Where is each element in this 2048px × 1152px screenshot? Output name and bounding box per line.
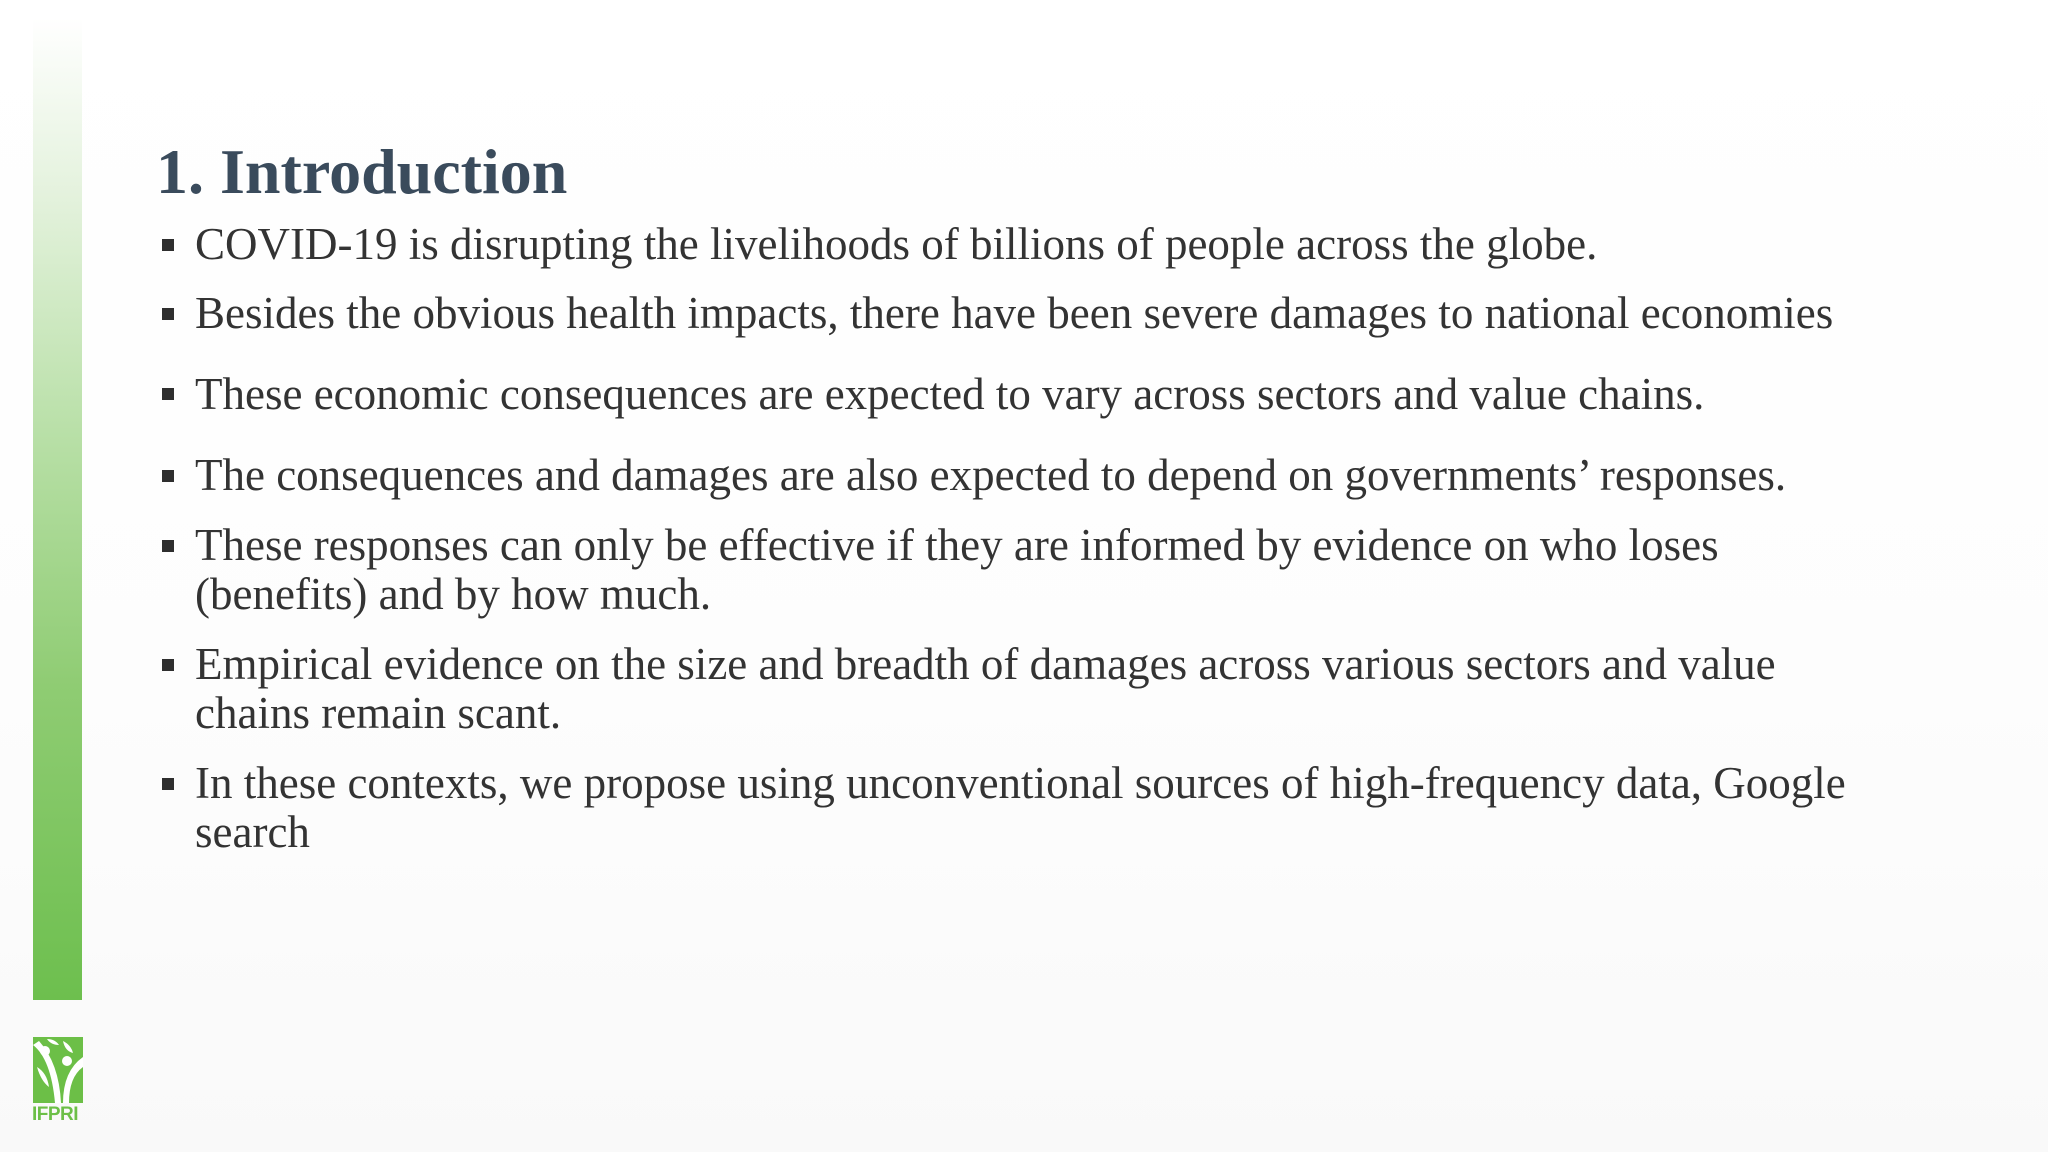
square-bullet-icon xyxy=(162,239,174,251)
ifpri-logo xyxy=(33,1037,85,1129)
bullet-item xyxy=(156,759,1896,857)
bullet-item xyxy=(156,220,1896,269)
square-bullet-icon xyxy=(162,778,174,790)
bullet-text: These economic consequences are expected to vary across sectors and value chains. xyxy=(195,369,1705,419)
bullet-item xyxy=(156,521,1896,619)
bullet-item xyxy=(156,289,1896,338)
bullet-text: The consequences and damages are also expected to depend on governments’ responses. xyxy=(195,450,1787,500)
ifpri-logo-icon xyxy=(33,1037,83,1103)
slide-title: 1. Introduction xyxy=(156,136,568,207)
bullet-item xyxy=(156,362,1892,426)
bullet-text: In these contexts, we propose using unconventional sources of high-frequency data, Google search xyxy=(195,758,1846,857)
square-bullet-icon xyxy=(162,659,174,671)
bullet-item xyxy=(156,451,1896,500)
square-bullet-icon xyxy=(162,308,174,320)
bullet-text: Besides the obvious health impacts, there have been severe damages to national economies xyxy=(195,288,1834,338)
green-accent-bar xyxy=(33,18,82,1000)
square-bullet-icon xyxy=(162,470,174,482)
bullet-text: These responses can only be effective if they are informed by evidence on who loses (benefits) and by how much. xyxy=(195,520,1719,619)
bullet-item xyxy=(156,640,1896,738)
square-bullet-icon xyxy=(162,540,174,552)
square-bullet-icon xyxy=(162,388,174,400)
bullet-text: COVID-19 is disrupting the livelihoods of billions of people across the globe. xyxy=(195,219,1598,269)
bullet-list xyxy=(156,220,1896,857)
ifpri-logo-text: IFPRI xyxy=(32,1104,79,1125)
bullet-text: Empirical evidence on the size and breadth of damages across various sectors and value chains remain scant. xyxy=(195,639,1776,738)
